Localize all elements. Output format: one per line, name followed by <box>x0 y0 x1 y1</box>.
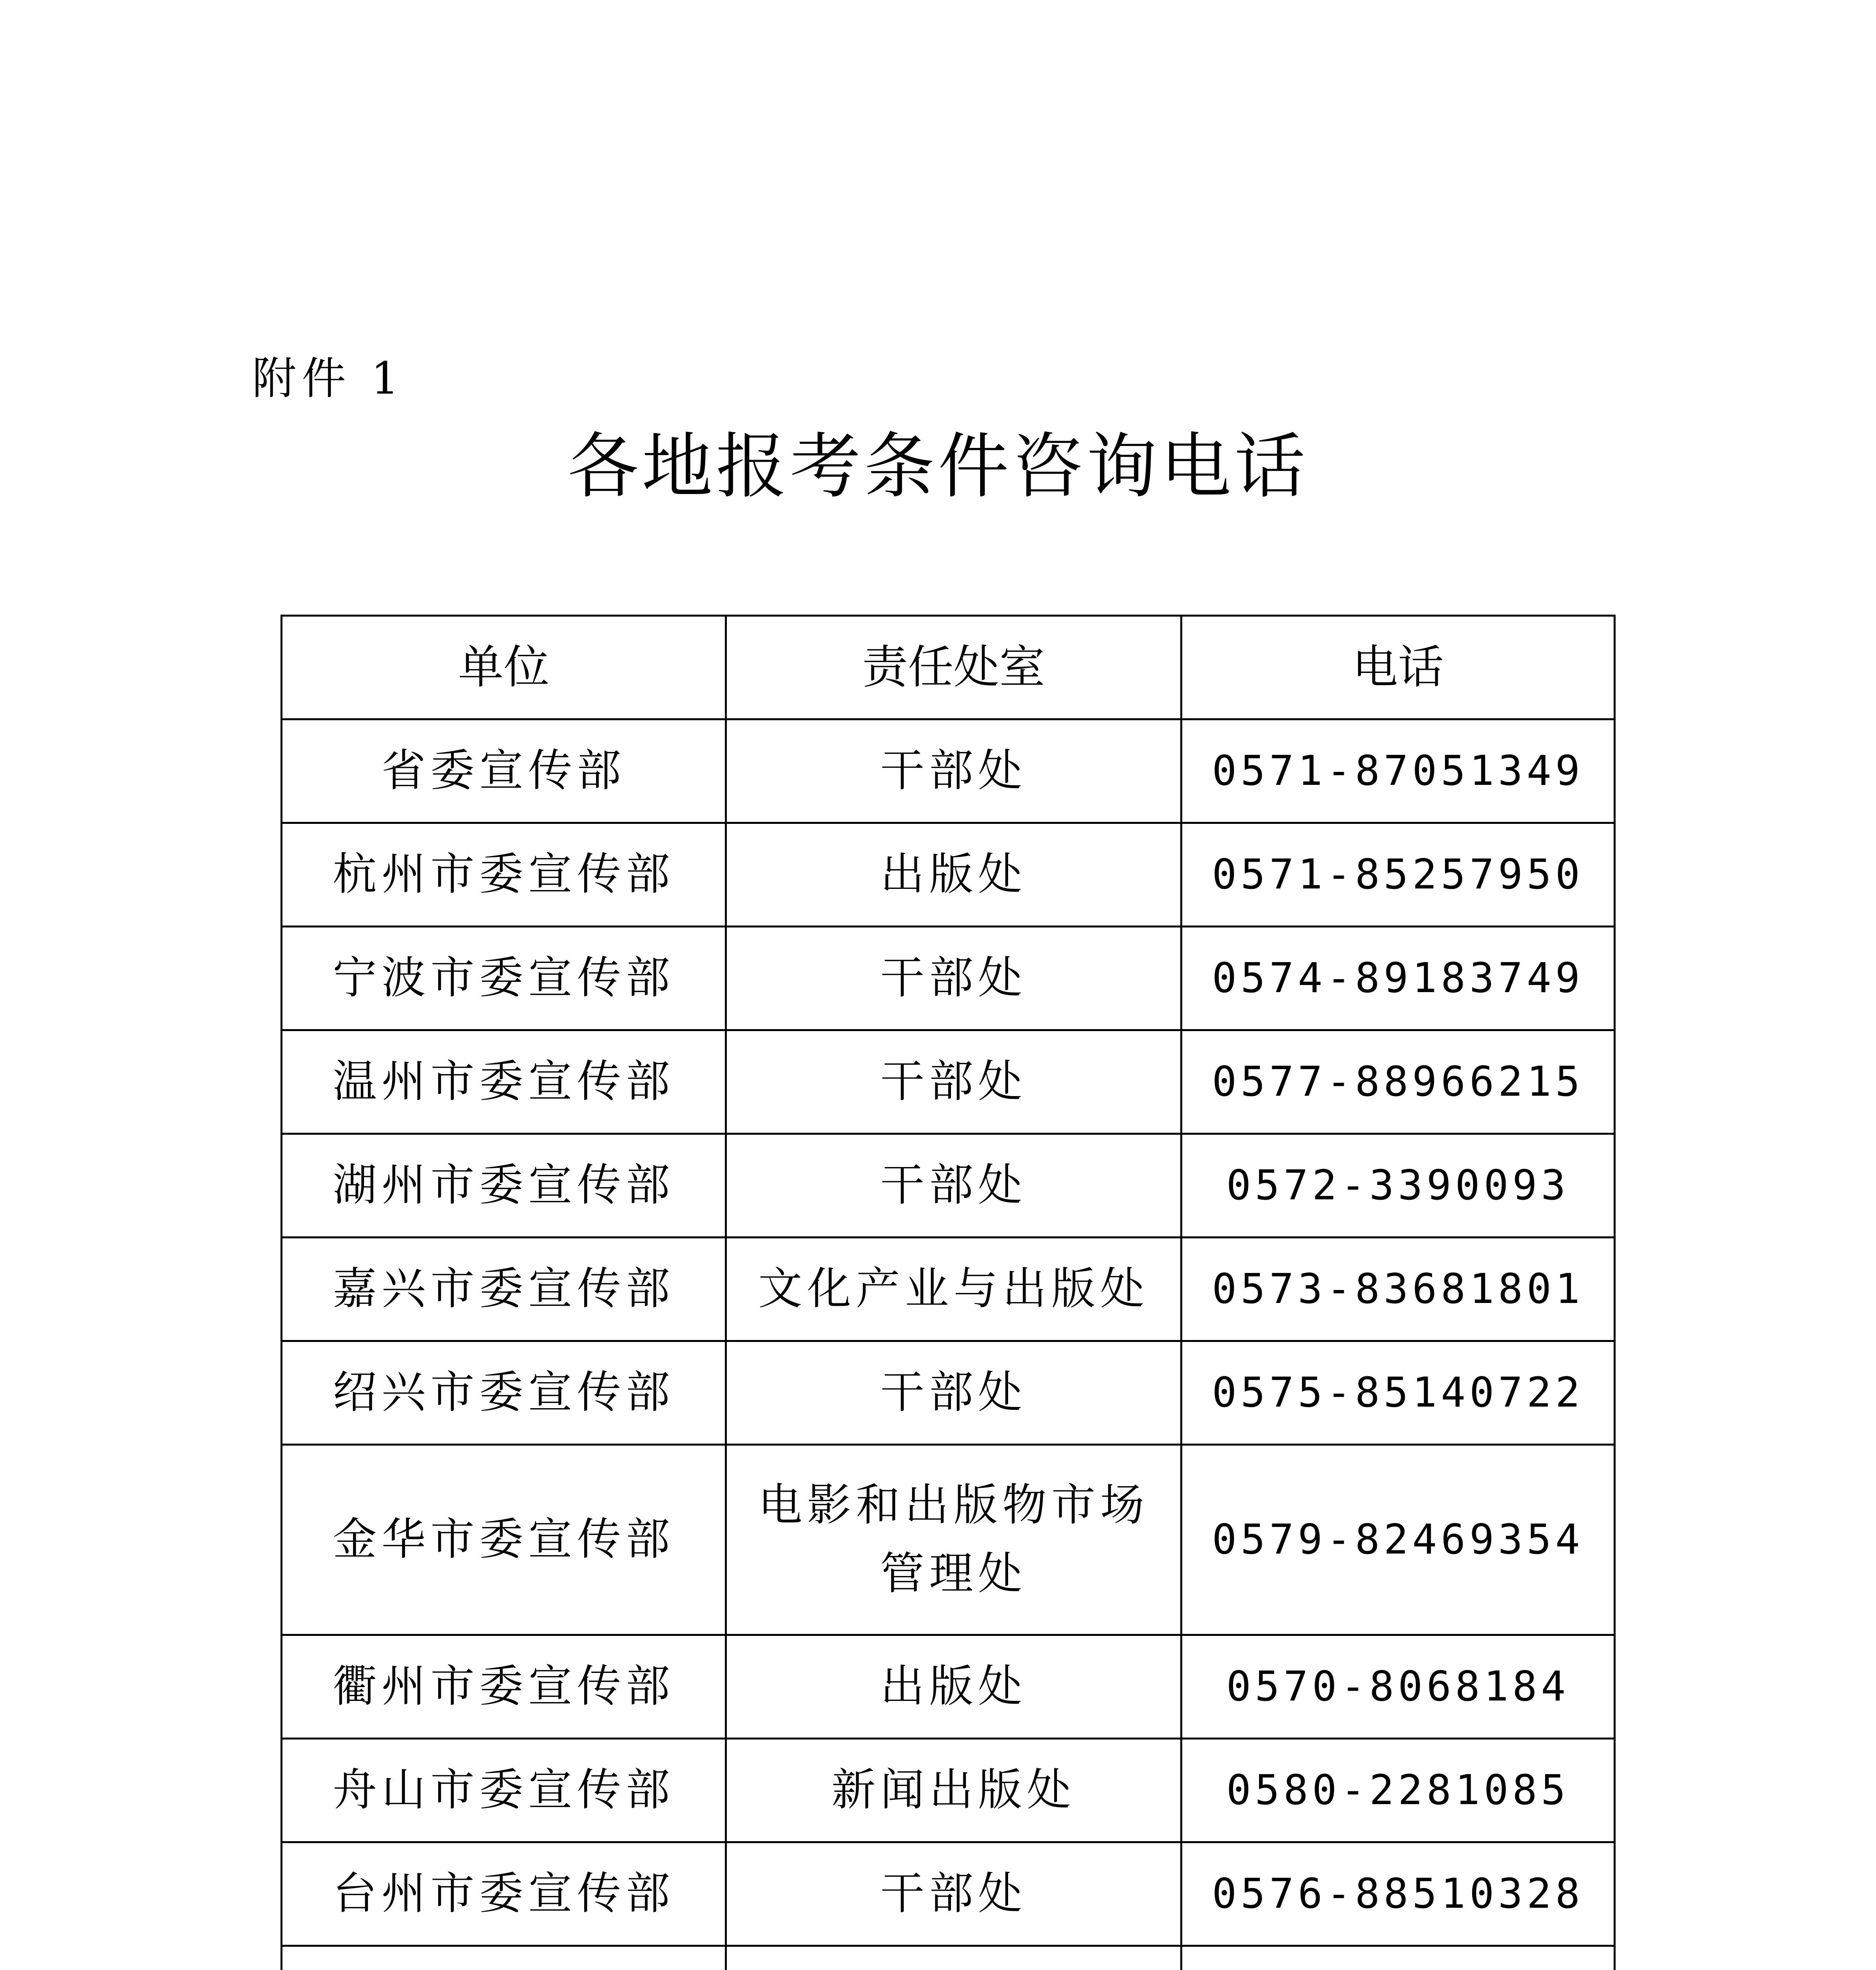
table-row <box>282 1739 1615 1842</box>
cell-unit: 温州市委宣传部 <box>282 1030 726 1134</box>
office-line: 干部处 <box>880 1056 1027 1108</box>
table-row <box>282 1134 1615 1238</box>
table-header-row <box>282 616 1615 719</box>
office-line: 管理处 <box>880 1548 1027 1599</box>
table-row <box>282 927 1615 1030</box>
cell-phone: 0573-83681801 <box>1181 1238 1615 1341</box>
table-row <box>282 823 1615 927</box>
cell-office <box>726 1341 1181 1445</box>
cell-unit: 杭州市委宣传部 <box>282 823 726 927</box>
cell-unit: 绍兴市委宣传部 <box>282 1341 726 1445</box>
office-line: 干部处 <box>880 1160 1027 1211</box>
cell-office <box>726 1238 1181 1341</box>
office-line: 出版处 <box>880 849 1027 900</box>
table-row <box>282 1946 1615 1970</box>
cell-office <box>726 1030 1181 1134</box>
cell-office <box>726 823 1181 927</box>
office-line: 干部处 <box>880 952 1027 1004</box>
table-row <box>282 1030 1615 1134</box>
cell-office <box>726 1842 1181 1946</box>
table-body <box>282 719 1615 1970</box>
cell-office <box>726 1134 1181 1238</box>
cell-unit: 湖州市委宣传部 <box>282 1134 726 1238</box>
office-line: 文化产业与出版处 <box>758 1263 1149 1315</box>
office-line <box>727 1963 1180 1970</box>
cell-unit: 衢州市委宣传部 <box>282 1635 726 1739</box>
table-row <box>282 1635 1615 1739</box>
cell-phone: 0577-88966215 <box>1181 1030 1615 1134</box>
cell-phone: 0572-3390093 <box>1181 1134 1615 1238</box>
cell-phone: 0579-82469354 <box>1181 1445 1615 1635</box>
table-row <box>282 1445 1615 1635</box>
header-office: 责任处室 <box>726 616 1181 719</box>
cell-unit: 嘉兴市委宣传部 <box>282 1238 726 1341</box>
office-line: 出版处 <box>880 1661 1027 1712</box>
table-row <box>282 1842 1615 1946</box>
cell-phone: 0575-85140722 <box>1181 1341 1615 1445</box>
office-line: 干部处 <box>880 1868 1027 1920</box>
cell-phone: 0570-8068184 <box>1181 1635 1615 1739</box>
cell-unit: 台州市委宣传部 <box>282 1842 726 1946</box>
cell-phone: 0574-89183749 <box>1181 927 1615 1030</box>
cell-office <box>726 927 1181 1030</box>
cell-unit: 宁波市委宣传部 <box>282 927 726 1030</box>
office-line: 电影和出版物市场 <box>758 1479 1149 1531</box>
table-row <box>282 719 1615 823</box>
cell-unit: 省委宣传部 <box>282 719 726 823</box>
cell-office <box>726 1946 1181 1970</box>
header-unit: 单位 <box>282 616 726 719</box>
cell-unit: 金华市委宣传部 <box>282 1445 726 1635</box>
office-line: 新闻出版处 <box>831 1764 1076 1816</box>
cell-phone: 0571-87051349 <box>1181 719 1615 823</box>
office-line: 干部处 <box>880 745 1027 797</box>
attachment-label: 附件 1 <box>252 353 405 404</box>
office-line: 干部处 <box>880 1367 1027 1418</box>
cell-phone: 0580-2281085 <box>1181 1739 1615 1842</box>
cell-phone: 0571-85257950 <box>1181 823 1615 927</box>
cell-phone: 0576-88510328 <box>1181 1842 1615 1946</box>
document-title: 各地报考条件咨询电话 <box>567 426 1308 508</box>
cell-unit <box>282 1946 726 1970</box>
cell-office <box>726 1635 1181 1739</box>
cell-office <box>726 1739 1181 1842</box>
table-row <box>282 1238 1615 1341</box>
cell-unit: 舟山市委宣传部 <box>282 1739 726 1842</box>
table-row <box>282 1341 1615 1445</box>
cell-office <box>726 1445 1181 1635</box>
contact-table <box>280 615 1616 1970</box>
cell-office <box>726 719 1181 823</box>
header-phone: 电话 <box>1181 616 1615 719</box>
cell-phone <box>1181 1946 1615 1970</box>
